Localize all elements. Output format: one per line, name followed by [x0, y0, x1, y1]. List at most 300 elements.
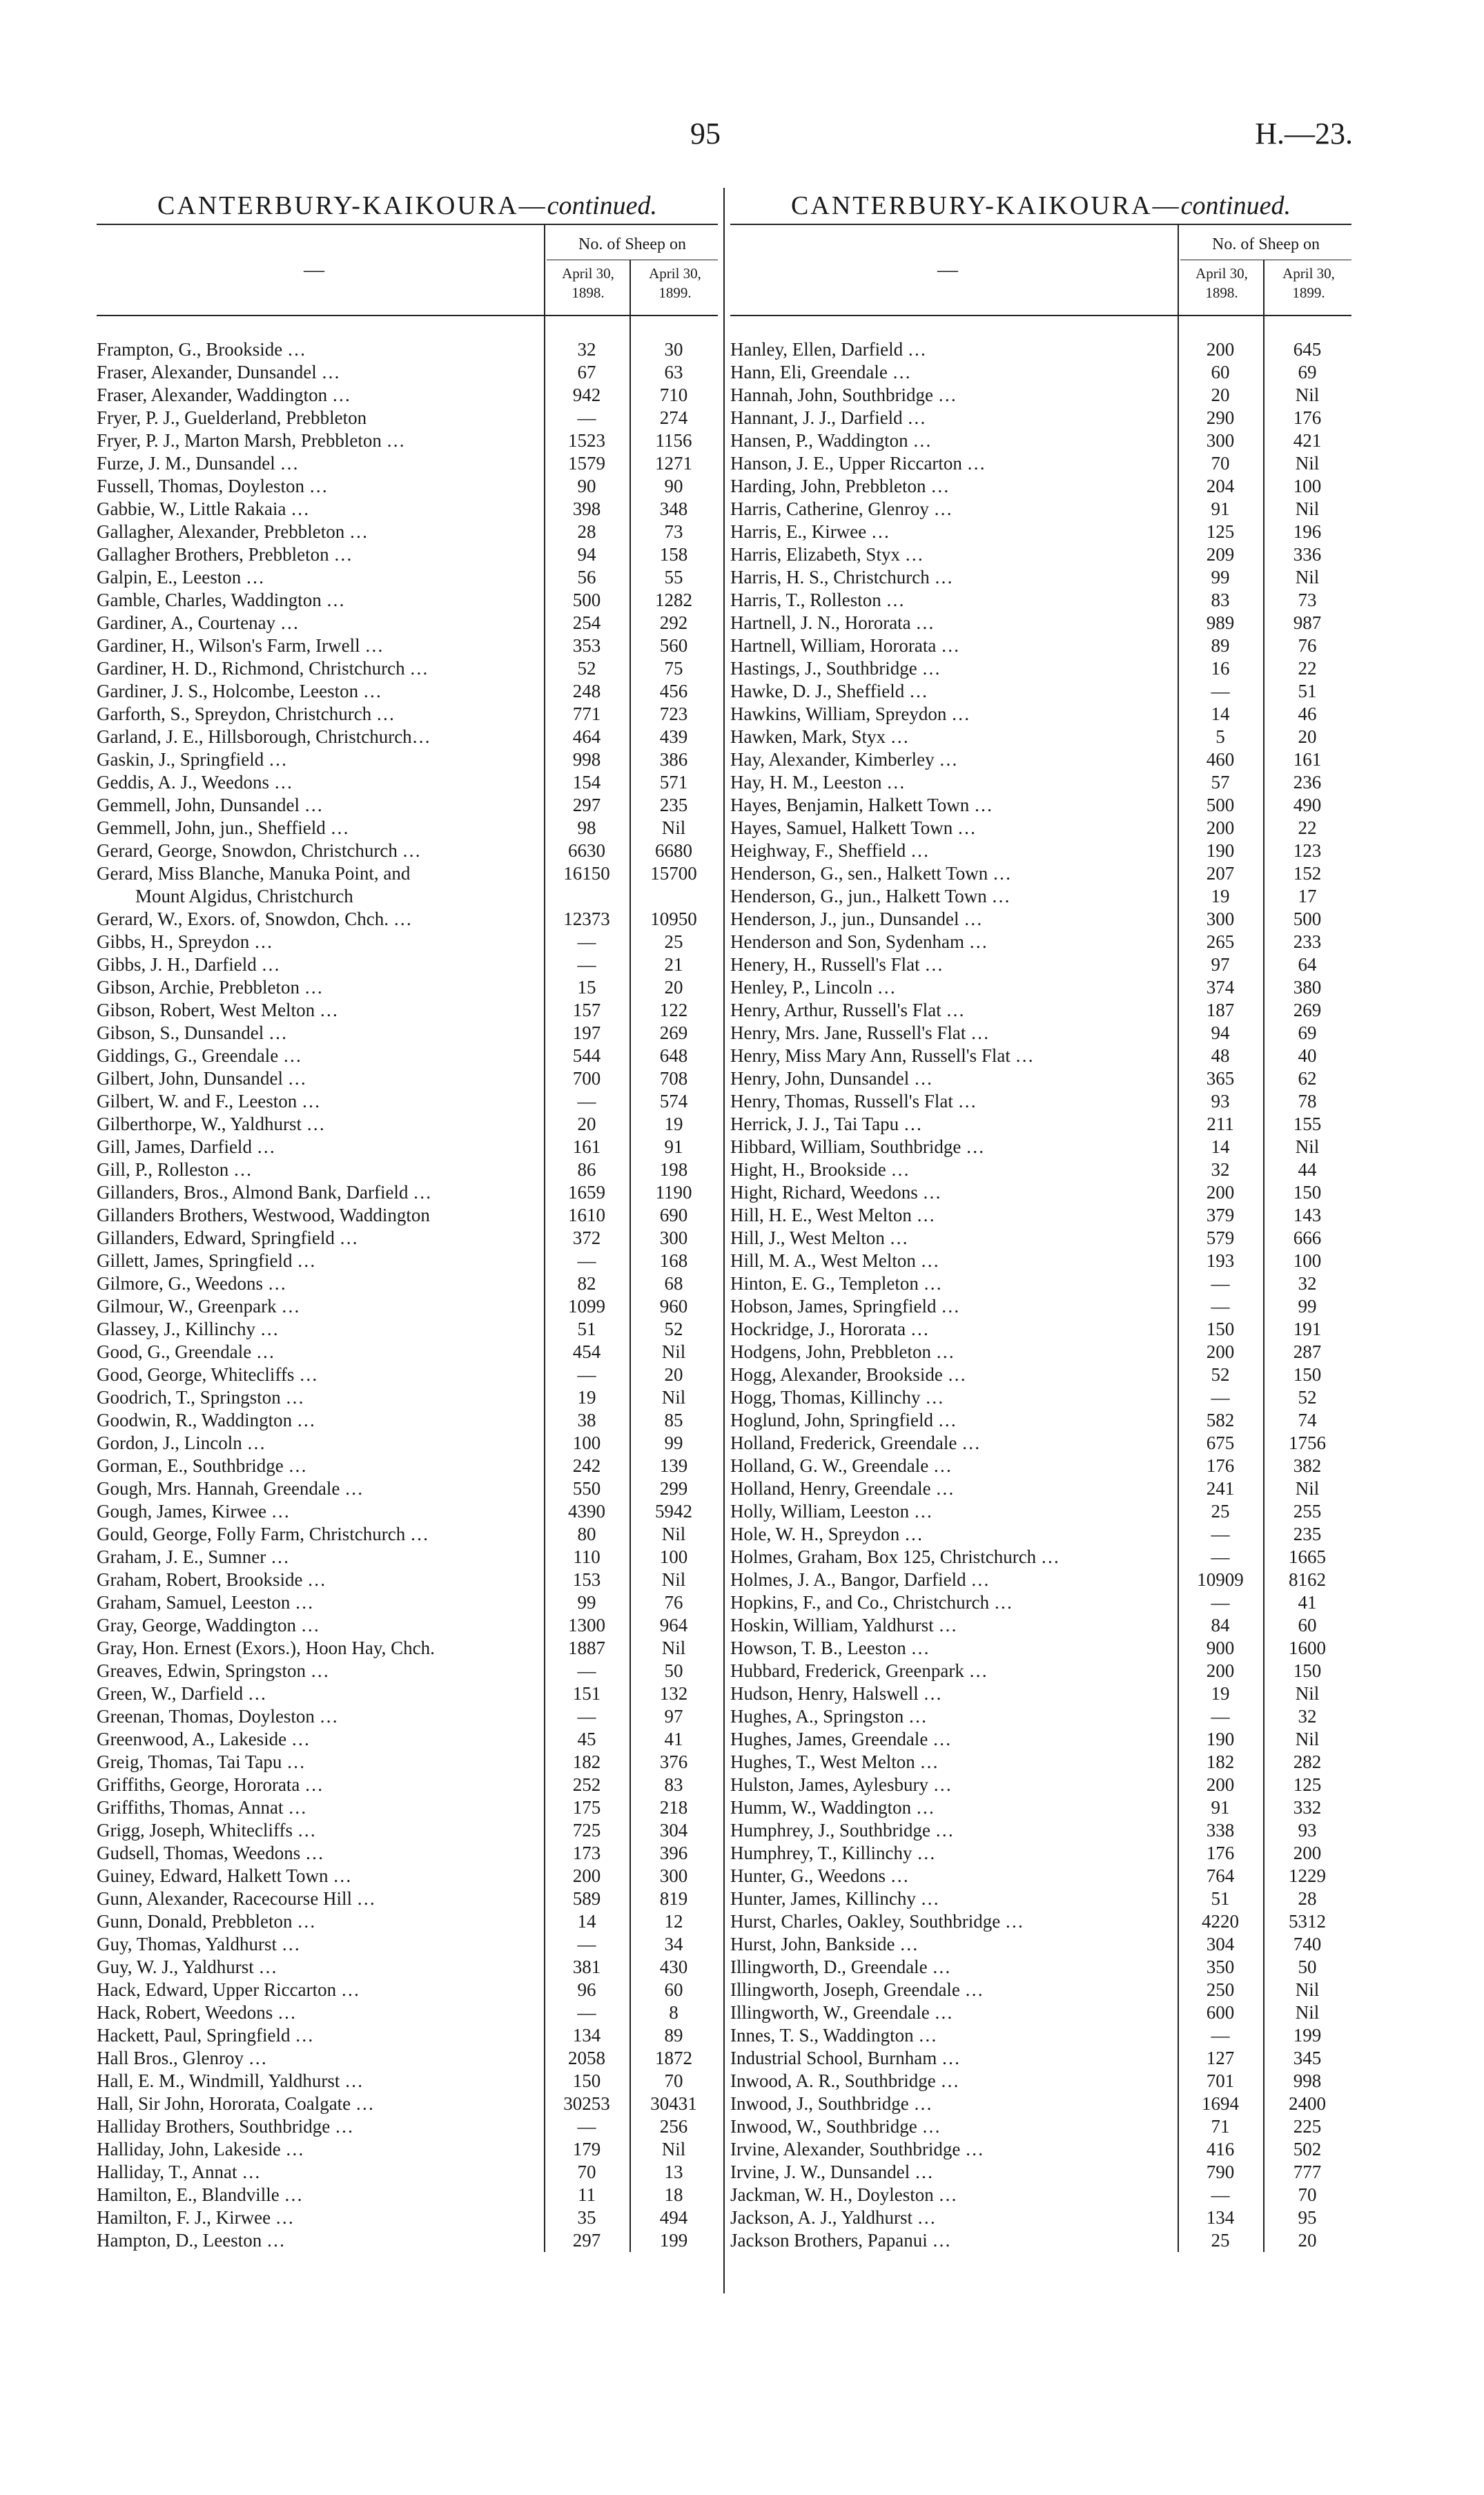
owner-name-cell: Hinton, E. G., Templeton … — [730, 1273, 942, 1294]
sheep-1899-cell: 456 — [659, 681, 688, 701]
sheep-1899-cell: 560 — [659, 635, 688, 656]
sheep-1899-cell: 122 — [659, 1000, 688, 1020]
sheep-1899-cell: Nil — [1295, 1478, 1320, 1499]
table-row — [730, 2138, 1351, 2161]
sheep-1898-cell: 82 — [577, 1273, 596, 1294]
owner-name-cell: Hanley, Ellen, Darfield … — [730, 339, 926, 360]
sheep-1898-cell: 190 — [1206, 840, 1235, 861]
table-row — [97, 1045, 718, 1067]
owner-name-cell: Hawke, D. J., Sheffield … — [730, 681, 928, 701]
name-column-header: — — [937, 258, 958, 281]
table-row — [97, 1318, 718, 1341]
table-row — [730, 1546, 1351, 1569]
right-table-body — [730, 316, 1351, 2252]
sheep-1898-cell: 304 — [1206, 1934, 1235, 1954]
sheep-1899-cell: 5312 — [1289, 1911, 1326, 1932]
sheep-1898-cell: 127 — [1206, 2048, 1235, 2068]
right-column — [730, 188, 1351, 2252]
sheep-1899-cell: Nil — [661, 1524, 686, 1544]
table-row — [730, 2161, 1351, 2184]
sheep-1898-cell: 900 — [1206, 1638, 1235, 1658]
owner-name-cell: Hoskin, William, Yaldhurst … — [730, 1615, 957, 1635]
sheep-1898-cell: — — [1211, 681, 1230, 701]
sheep-1899-cell: Nil — [661, 1569, 686, 1590]
owner-name-cell: Henry, Mrs. Jane, Russell's Flat … — [730, 1022, 990, 1043]
sheep-1899-cell: 50 — [1298, 1957, 1317, 1977]
table-row — [97, 2024, 718, 2047]
table-row — [97, 384, 718, 407]
sheep-1898-cell: 297 — [572, 2230, 601, 2251]
sheep-1899-cell: 1282 — [655, 590, 692, 610]
table-row — [730, 1409, 1351, 1432]
sheep-1899-cell: 998 — [1293, 2070, 1322, 2091]
sheep-1899-cell: 439 — [659, 726, 688, 747]
owner-name-cell: Gilbert, John, Dunsandel … — [97, 1068, 306, 1089]
sheep-1898-cell: 60 — [1211, 362, 1230, 382]
sheep-1898-cell: 182 — [1206, 1751, 1235, 1772]
table-row — [97, 748, 718, 771]
table-row — [97, 1090, 718, 1113]
table-row — [730, 839, 1351, 862]
table-row — [730, 429, 1351, 452]
sheep-1898-cell: 544 — [572, 1045, 601, 1066]
owner-name-cell: Gilbert, W. and F., Leeston … — [97, 1091, 321, 1111]
owner-name-cell: Gallagher Brothers, Prebbleton … — [97, 544, 353, 565]
table-row — [97, 726, 718, 748]
table-row — [730, 1318, 1351, 1341]
sheep-1899-cell: 304 — [659, 1820, 688, 1841]
table-row — [730, 384, 1351, 407]
table-row — [97, 885, 718, 908]
left-column — [97, 188, 718, 2252]
owner-name-cell: Gordon, J., Lincoln … — [97, 1433, 266, 1453]
table-row — [97, 1500, 718, 1523]
table-row — [730, 1569, 1351, 1591]
sheep-1898-cell: 99 — [577, 1592, 596, 1613]
owner-name-cell: Illingworth, W., Greendale … — [730, 2002, 953, 2023]
table-row — [730, 885, 1351, 908]
sheep-1899-cell: 20 — [1298, 2230, 1317, 2251]
sheep-1898-cell: 71 — [1211, 2116, 1230, 2137]
table-row — [97, 1136, 718, 1158]
owner-name-cell: Inwood, A. R., Southbridge … — [730, 2070, 959, 2091]
owner-name-cell: Humm, W., Waddington … — [730, 1797, 935, 1818]
sheep-1898-cell: 207 — [1206, 863, 1235, 884]
sheep-1899-cell: 139 — [659, 1455, 688, 1476]
table-row — [97, 1865, 718, 1887]
sheep-1898-cell: 989 — [1206, 612, 1235, 633]
owner-name-cell: Hight, Richard, Weedons … — [730, 1182, 941, 1203]
sheep-1898-cell: 193 — [1206, 1250, 1235, 1271]
sheep-1898-cell: 38 — [577, 1410, 596, 1430]
sheep-1898-cell: 725 — [572, 1820, 601, 1841]
table-row — [97, 1774, 718, 1796]
sheep-1899-cell: 421 — [1293, 430, 1322, 451]
sheep-1899-cell: 1190 — [655, 1182, 692, 1203]
sheep-1899-cell: 69 — [1298, 1022, 1317, 1043]
owner-name-cell: Hodgens, John, Prebbleton … — [730, 1341, 955, 1362]
table-row — [730, 999, 1351, 1022]
sheep-1898-cell: 454 — [572, 1341, 601, 1362]
sheep-1899-cell: 18 — [664, 2184, 683, 2205]
owner-name-cell: Holly, William, Leeston … — [730, 1501, 933, 1522]
sheep-1898-cell: 134 — [572, 2025, 601, 2046]
owner-name-cell: Hamilton, E., Blandville … — [97, 2184, 303, 2205]
name-column-header: — — [304, 258, 324, 281]
sheep-1899-cell: Nil — [661, 1638, 686, 1658]
sheep-1898-cell: — — [577, 407, 596, 428]
owner-name-cell: Hann, Eli, Greendale … — [730, 362, 911, 382]
table-row — [97, 931, 718, 953]
table-row — [730, 1227, 1351, 1250]
sheep-1898-cell: 175 — [572, 1797, 601, 1818]
table-row — [97, 1523, 718, 1546]
sheep-1898-cell: 176 — [1206, 1455, 1235, 1476]
table-row — [730, 1865, 1351, 1887]
owner-name-cell: Hughes, T., West Melton … — [730, 1751, 939, 1772]
sheep-1899-cell: 123 — [1293, 840, 1322, 861]
sheep-1899-cell: 282 — [1293, 1751, 1322, 1772]
table-row — [730, 1045, 1351, 1067]
sheep-1899-cell: 690 — [659, 1205, 688, 1225]
table-row — [730, 862, 1351, 885]
owner-name-cell: Gillanders, Edward, Springfield … — [97, 1227, 358, 1248]
owner-name-cell: Herrick, J. J., Tai Tapu … — [730, 1114, 922, 1134]
table-row — [730, 1386, 1351, 1409]
sheep-1899-cell: 235 — [1293, 1524, 1322, 1544]
owner-name-cell: Hack, Robert, Weedons … — [97, 2002, 297, 2023]
sheep-1899-cell: 494 — [659, 2207, 688, 2228]
owner-name-cell: Gerard, W., Exors. of, Snowdon, Chch. … — [97, 909, 412, 929]
sheep-1898-cell: 998 — [572, 749, 601, 770]
sheep-1898-cell: 790 — [1206, 2162, 1235, 2182]
table-row — [730, 1705, 1351, 1728]
sheep-1899-cell: 100 — [1293, 1250, 1322, 1271]
table-row — [97, 1455, 718, 1477]
sheep-1899-cell: 132 — [659, 1683, 688, 1704]
sheep-1898-cell: 2058 — [568, 2048, 605, 2068]
owner-name-cell: Hanson, J. E., Upper Riccarton … — [730, 453, 986, 474]
table-row — [730, 2070, 1351, 2093]
year-1899-header: April 30, 1899. — [1282, 265, 1335, 301]
sheep-1899-cell: 46 — [1298, 703, 1317, 724]
sheep-1898-cell: 353 — [572, 635, 601, 656]
owner-name-cell: Henry, John, Dunsandel … — [730, 1068, 933, 1089]
owner-name-cell: Hartnell, J. N., Hororata … — [730, 612, 935, 633]
owner-name-cell: Hogg, Thomas, Killinchy … — [730, 1387, 944, 1408]
sheep-1899-cell: 960 — [659, 1296, 688, 1317]
sheep-1899-cell: 150 — [1293, 1364, 1322, 1385]
sheep-1899-cell: 292 — [659, 612, 688, 633]
owner-name-cell: Henery, H., Russell's Flat … — [730, 954, 944, 975]
owner-name-cell: Harris, H. S., Christchurch … — [730, 567, 953, 588]
owner-name-cell: Hannant, J. J., Darfield … — [730, 407, 926, 428]
owner-name-cell: Furze, J. M., Dunsandel … — [97, 453, 299, 474]
sheep-1898-cell: — — [577, 931, 596, 952]
sheep-1899-cell: 199 — [659, 2230, 688, 2251]
sheep-1898-cell: 500 — [572, 590, 601, 610]
owner-name-cell: Hurst, Charles, Oakley, Southbridge … — [730, 1911, 1024, 1932]
owner-name-cell: Holland, Henry, Greendale … — [730, 1478, 955, 1499]
sheep-1898-cell: 10909 — [1197, 1569, 1244, 1590]
sheep-1899-cell: 158 — [659, 544, 688, 565]
table-row — [97, 1728, 718, 1751]
owner-name-cell: Hill, M. A., West Melton … — [730, 1250, 939, 1271]
owner-name-cell: Garforth, S., Spreydon, Christchurch … — [97, 703, 395, 724]
table-row — [97, 1022, 718, 1045]
table-row — [730, 771, 1351, 794]
sheep-1899-cell: Nil — [1295, 567, 1320, 588]
sheep-1898-cell: 187 — [1206, 1000, 1235, 1020]
table-row — [730, 1432, 1351, 1455]
sheep-1899-cell: 44 — [1298, 1159, 1317, 1180]
owner-name-cell: Hawkins, William, Spreydon … — [730, 703, 970, 724]
sheep-1898-cell: 338 — [1206, 1820, 1235, 1841]
table-row — [97, 2184, 718, 2206]
sheep-1898-cell: 675 — [1206, 1433, 1235, 1453]
owner-name-cell: Geddis, A. J., Weedons … — [97, 772, 293, 793]
sheep-1898-cell: 19 — [1211, 1683, 1230, 1704]
sheep-1898-cell: 84 — [1211, 1615, 1230, 1635]
sheep-1899-cell: Nil — [1295, 1979, 1320, 2000]
sheep-1898-cell: 153 — [572, 1569, 601, 1590]
table-row — [97, 817, 718, 839]
table-row — [97, 2206, 718, 2229]
sheep-1899-cell: 574 — [659, 1091, 688, 1111]
table-row — [730, 543, 1351, 566]
owner-name-cell: Guy, Thomas, Yaldhurst … — [97, 1934, 300, 1954]
table-row — [97, 1796, 718, 1819]
sheep-1898-cell: 35 — [577, 2207, 596, 2228]
sheep-1898-cell: 91 — [1211, 498, 1230, 519]
table-row — [97, 1979, 718, 2001]
sheep-1899-cell: Nil — [1295, 453, 1320, 474]
sheep-1899-cell: 100 — [659, 1546, 688, 1567]
owner-name-cell: Gibbs, H., Spreydon … — [97, 931, 273, 952]
owner-name-cell: Gudsell, Thomas, Weedons … — [97, 1843, 324, 1863]
owner-name-cell: Hulston, James, Aylesbury … — [730, 1774, 952, 1795]
owner-name-cell: Inwood, J., Southbridge … — [730, 2093, 933, 2114]
sheep-1898-cell: — — [1211, 2184, 1230, 2205]
sheep-1899-cell: 68 — [664, 1273, 683, 1294]
sheep-1899-cell: Nil — [1295, 1683, 1320, 1704]
sheep-1899-cell — [629, 885, 718, 908]
owner-name-cell: Gould, George, Folly Farm, Christchurch … — [97, 1524, 429, 1544]
table-row — [730, 2229, 1351, 2252]
table-row — [97, 2001, 718, 2024]
sheep-1898-cell: 4220 — [1202, 1911, 1239, 1932]
owner-name-cell: Harris, E., Kirwee … — [730, 521, 890, 542]
sheep-1898-cell: 197 — [572, 1022, 601, 1043]
sheep-1899-cell: 345 — [1293, 2048, 1322, 2068]
table-row — [97, 1705, 718, 1728]
owner-name-cell: Graham, Robert, Brookside … — [97, 1569, 326, 1590]
table-row — [730, 1614, 1351, 1637]
table-row — [97, 1295, 718, 1318]
owner-name-cell: Gilmour, W., Greenpark … — [97, 1296, 300, 1317]
owner-name-cell: Hack, Edward, Upper Riccarton … — [97, 1979, 360, 2000]
sheep-1898-cell: — — [577, 1091, 596, 1111]
table-row — [97, 1910, 718, 1933]
sheep-1899-cell: 20 — [1298, 726, 1317, 747]
sheep-1899-cell: 8162 — [1289, 1569, 1326, 1590]
table-row — [730, 1910, 1351, 1933]
table-row — [730, 1819, 1351, 1842]
owner-name-cell: Graham, Samuel, Leeston … — [97, 1592, 314, 1613]
sheep-1898-cell: 32 — [1211, 1159, 1230, 1180]
sheep-1898-cell: 701 — [1206, 2070, 1235, 2091]
owner-name-cell: Hay, Alexander, Kimberley … — [730, 749, 958, 770]
owner-name-cell: Giddings, G., Greendale … — [97, 1045, 302, 1066]
owner-name-cell: Gillanders, Bros., Almond Bank, Darfield … — [97, 1182, 432, 1203]
sheep-1898-cell: 51 — [577, 1319, 596, 1339]
table-row — [730, 338, 1351, 361]
sheep-1899-cell: 269 — [1293, 1000, 1322, 1020]
sheep-1898-cell: 600 — [1206, 2002, 1235, 2023]
table-row — [730, 1796, 1351, 1819]
owner-name-cell: Greaves, Edwin, Springston … — [97, 1660, 329, 1681]
sheep-1899-cell: 13 — [664, 2162, 683, 2182]
table-row — [97, 498, 718, 521]
table-row — [97, 1227, 718, 1250]
sheep-1899-cell: 70 — [1298, 2184, 1317, 2205]
sheep-1898-cell: 350 — [1206, 1957, 1235, 1977]
sheep-1899-cell: 62 — [1298, 1068, 1317, 1089]
sheep-1899-cell: 20 — [664, 977, 683, 998]
owner-name-cell: Frampton, G., Brookside … — [97, 339, 306, 360]
table-row — [97, 2093, 718, 2115]
sheep-1898-cell: 300 — [1206, 909, 1235, 929]
sheep-1898-cell: 70 — [1211, 453, 1230, 474]
owner-name-cell: Irvine, J. W., Dunsandel … — [730, 2162, 933, 2182]
sheep-1898-cell: 200 — [1206, 1341, 1235, 1362]
table-row — [97, 657, 718, 680]
owner-name-cell: Halliday, John, Lakeside … — [97, 2139, 304, 2159]
table-row — [730, 2115, 1351, 2138]
table-row — [97, 1477, 718, 1500]
table-row — [97, 2138, 718, 2161]
sheep-1898-cell: 252 — [572, 1774, 601, 1795]
table-row — [97, 908, 718, 931]
sheep-1899-cell: 150 — [1293, 1660, 1322, 1681]
year-1899-header: April 30, 1899. — [649, 265, 701, 301]
table-row — [730, 2047, 1351, 2070]
sheep-1899-cell: 89 — [664, 2025, 683, 2046]
sheep-1899-cell: 336 — [1293, 544, 1322, 565]
owner-name-cell: Hansen, P., Waddington … — [730, 430, 932, 451]
table-row — [730, 1660, 1351, 1682]
owner-name-cell: Illingworth, Joseph, Greendale … — [730, 1979, 984, 2000]
sheep-1898-cell: 241 — [1206, 1478, 1235, 1499]
sheep-1899-cell: 645 — [1293, 339, 1322, 360]
table-row — [97, 1956, 718, 1979]
owner-name-cell: Hall, Sir John, Hororata, Coalgate … — [97, 2093, 374, 2114]
table-row — [97, 1067, 718, 1090]
sheep-1898-cell: 204 — [1206, 476, 1235, 496]
sheep-1899-cell: 502 — [1293, 2139, 1322, 2159]
sheep-1899-cell: 73 — [664, 521, 683, 542]
sheep-1899-cell: Nil — [1295, 385, 1320, 405]
table-row — [730, 1363, 1351, 1386]
sheep-1899-cell: 41 — [664, 1729, 683, 1749]
sheep-1898-cell: 200 — [1206, 339, 1235, 360]
owner-name-cell: Holmes, J. A., Bangor, Darfield … — [730, 1569, 990, 1590]
sheep-1899-cell: 6680 — [655, 840, 692, 861]
table-row — [730, 1774, 1351, 1796]
sheep-1898-cell: 56 — [577, 567, 596, 588]
owner-name-cell: Henry, Arthur, Russell's Flat … — [730, 1000, 965, 1020]
sheep-1899-cell: Nil — [661, 2139, 686, 2159]
sheep-1898-cell: 96 — [577, 1979, 596, 2000]
sheep-1898-cell: 100 — [572, 1433, 601, 1453]
sheep-1899-cell: 83 — [664, 1774, 683, 1795]
owner-name-cell: Glassey, J., Killinchy … — [97, 1319, 279, 1339]
table-row — [97, 1751, 718, 1774]
table-row — [730, 475, 1351, 498]
owner-name-cell: Galpin, E., Leeston … — [97, 567, 264, 588]
table-row — [730, 1842, 1351, 1865]
sheep-1899-cell: 196 — [1293, 521, 1322, 542]
sheep-1899-cell: 40 — [1298, 1045, 1317, 1066]
owner-name-cell: Greig, Thomas, Tai Tapu … — [97, 1751, 306, 1772]
sheep-count-header: No. of Sheep on — [547, 229, 718, 260]
owner-name-cell: Hay, H. M., Leeston … — [730, 772, 906, 793]
owner-name-cell: Henderson and Son, Sydenham … — [730, 931, 988, 952]
sheep-1899-cell: 73 — [1298, 590, 1317, 610]
sheep-1898-cell — [544, 885, 629, 908]
owner-name-cell: Holmes, Graham, Box 125, Christchurch … — [730, 1546, 1060, 1567]
table-row — [97, 407, 718, 429]
sheep-count-header: No. of Sheep on — [1180, 229, 1351, 260]
sheep-1898-cell: 771 — [572, 703, 601, 724]
table-row — [97, 1363, 718, 1386]
table-row — [97, 1158, 718, 1181]
owner-name-cell: Goodrich, T., Springston … — [97, 1387, 304, 1408]
sheep-1899-cell: 1271 — [655, 453, 692, 474]
sheep-1899-cell: Nil — [1295, 1136, 1320, 1157]
sheep-1899-cell: 191 — [1293, 1319, 1322, 1339]
sheep-1899-cell: 269 — [659, 1022, 688, 1043]
sheep-1898-cell: — — [577, 1364, 596, 1385]
sheep-1898-cell: 11 — [578, 2184, 596, 2205]
table-row — [730, 634, 1351, 657]
sheep-1899-cell: 25 — [664, 931, 683, 952]
sheep-1898-cell: 374 — [1206, 977, 1235, 998]
sheep-1899-cell: 198 — [659, 1159, 688, 1180]
sheep-1898-cell: — — [1211, 1546, 1230, 1567]
owner-name-cell: Greenan, Thomas, Doyleston … — [97, 1706, 338, 1727]
sheep-1898-cell: — — [577, 2002, 596, 2023]
owner-name-cell: Hill, H. E., West Melton … — [730, 1205, 935, 1225]
sheep-1898-cell: 70 — [577, 2162, 596, 2182]
owner-name-cell: Hall Bros., Glenroy … — [97, 2048, 267, 2068]
sheep-1899-cell: Nil — [1295, 1729, 1320, 1749]
sheep-1898-cell: 460 — [1206, 749, 1235, 770]
table-row — [97, 1272, 718, 1295]
sheep-1898-cell: 290 — [1206, 407, 1235, 428]
sheep-1898-cell: 209 — [1206, 544, 1235, 565]
sheep-1899-cell: 332 — [1293, 1797, 1322, 1818]
owner-name-cell: Mount Algidus, Christchurch — [135, 886, 353, 906]
table-row — [730, 931, 1351, 953]
sheep-1898-cell: 110 — [573, 1546, 601, 1567]
table-row — [730, 1751, 1351, 1774]
table-row — [97, 1432, 718, 1455]
table-row — [730, 1136, 1351, 1158]
owner-name-cell: Gill, James, Darfield … — [97, 1136, 275, 1157]
sheep-1899-cell: 161 — [1293, 749, 1322, 770]
sheep-1898-cell: 6630 — [568, 840, 605, 861]
